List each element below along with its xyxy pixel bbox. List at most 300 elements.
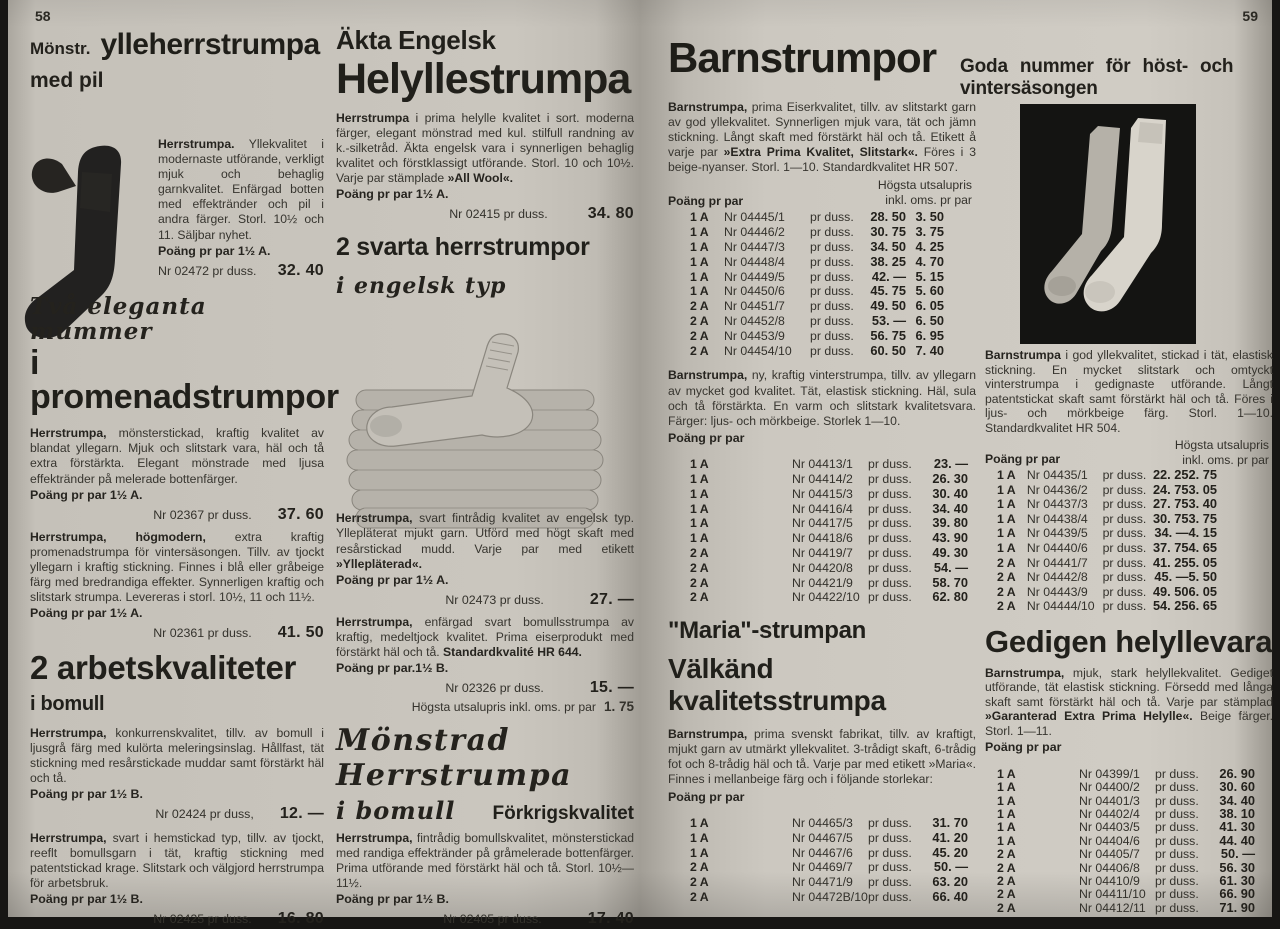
per-dozen-label: pr duss. (1155, 780, 1199, 795)
article-number: Nr 04442/8 (1026, 570, 1088, 585)
points-class: 2 A (997, 570, 1016, 585)
table-row (668, 210, 976, 225)
per-dozen-label: pr duss. (1155, 900, 1199, 915)
heading-helyllestrumpa: Helyllestrumpa (336, 54, 631, 103)
per-dozen-label: pr duss. (868, 590, 912, 605)
article-number: Nr 04449/5 (724, 269, 785, 284)
article-number: Nr 04438/4 (1026, 511, 1088, 526)
product-item (30, 831, 324, 928)
points-class: 1 A (997, 526, 1016, 541)
points-class: 2 A (690, 328, 709, 343)
points-class: 1 A (690, 516, 709, 531)
article-number: Nr 04404/6 (1079, 833, 1140, 848)
product-bold-phrase: »All Wool«. (447, 170, 514, 185)
points-class: 1 A (997, 807, 1016, 821)
article-number: Nr 04469/7 (792, 860, 853, 875)
table-row (985, 599, 1273, 614)
product-item (30, 426, 324, 523)
table-row (985, 901, 1273, 914)
per-dozen-label: pr duss. (1155, 873, 1199, 888)
per-dozen-label: pr duss. (1102, 526, 1147, 541)
price: 16. 80 (277, 910, 324, 928)
dozen-price: 66. 90 (1219, 886, 1255, 902)
product-item (30, 530, 324, 642)
dozen-price: 66. 40 (932, 888, 968, 904)
points-class: 2 A (997, 599, 1016, 614)
table-row (668, 344, 976, 359)
catalog-spread (8, 0, 1274, 928)
article-number: Nr 02405 pr duss. (443, 912, 542, 927)
table-row (668, 457, 976, 472)
dozen-price: 42. — (871, 268, 906, 284)
table-row (668, 284, 976, 299)
product-text-tail: Föres i 3 beige-nyanser. Storl. 1—10. Standardkvalitet HR 507. (668, 145, 976, 175)
article-number: Nr 04417/5 (792, 516, 853, 531)
table-row (985, 887, 1273, 900)
points-class: 2 A (997, 887, 1016, 902)
article-number: Nr 02326 pr duss. (445, 680, 544, 695)
price-table (985, 468, 1273, 614)
product-lead: Herrstrumpa, (30, 831, 107, 846)
page58-column-1 (30, 28, 339, 928)
retail-price: 6. 65 (1188, 598, 1217, 614)
table-row (668, 314, 976, 329)
price-table (668, 816, 976, 905)
dozen-price: 45. — (1154, 569, 1189, 585)
heading-main: ylleherrstrumpa (100, 28, 320, 61)
article-number: Nr 04439/5 (1026, 526, 1088, 541)
table-row (668, 487, 976, 502)
table-row (985, 570, 1273, 585)
article-number: Nr 04471/9 (792, 875, 853, 890)
dozen-price: 22. 25 (1152, 467, 1189, 482)
price: 34. 80 (587, 205, 634, 223)
per-dozen-label: pr duss. (810, 210, 854, 225)
heading-valkand: Välkänd kvalitetsstrumpa (668, 653, 886, 717)
points-class: 1 A (690, 501, 709, 516)
price-line (30, 910, 324, 928)
article-number: Nr 04406/8 (1079, 860, 1140, 875)
page-title-barnstrumpor: Barnstrumpor (668, 34, 937, 81)
product-lead: Barnstrumpa, (985, 665, 1065, 680)
per-dozen-label: pr duss. (1102, 570, 1147, 585)
dozen-price: 43. 90 (932, 530, 968, 546)
dozen-price: 45. 75 (870, 283, 906, 299)
heading-gedigen-helyllevara: Gedigen helyllevara (985, 623, 1273, 659)
points-class: 1 A (997, 833, 1016, 848)
points-line: Poäng pr par 1½ A. (30, 606, 143, 621)
article-number: Nr 04420/8 (792, 560, 853, 575)
points-class: 1 A (690, 240, 709, 255)
price: 41. 50 (277, 624, 324, 642)
per-dozen-label: pr duss. (868, 889, 912, 904)
product-item (668, 100, 976, 175)
retail-note-line (336, 699, 634, 714)
table-row (668, 576, 976, 591)
dozen-price: 61. 30 (1219, 872, 1255, 888)
retail-price: 5. 50 (1188, 569, 1217, 585)
points-header: Poäng pr par (985, 452, 1061, 466)
product-text: ny, kraftig vinterstrumpa, tillv. av yllegarn av mycket god kvalitet. Tät, elastisk stickning. Häl, sula och tå förstärkta. En varm och slitstark kvalitetsvara. Färger: ljus- och mörkbeige. Storlek 1—10. (668, 368, 976, 428)
per-dozen-label: pr duss. (810, 225, 854, 240)
table-row (668, 240, 976, 255)
per-dozen-label: pr duss. (868, 501, 912, 516)
product-lead: Herrstrumpa, (336, 830, 413, 845)
product-item (30, 726, 324, 823)
product-lead: Barnstrumpa, (668, 368, 748, 383)
per-dozen-label: pr duss. (868, 875, 912, 890)
product-text: svart i hemstickad typ, tillv. av tjockt, reeflt bomullsgarn i tät, kraftig stickning med patentstickad krage. Slitstark och välgjord herrstrumpa för arbetsbruk. (30, 831, 324, 891)
points-class: 1 A (997, 511, 1016, 526)
dozen-price: 30. 60 (1219, 779, 1255, 795)
dozen-price: 56. 75 (870, 327, 906, 343)
dozen-price: 23. — (933, 456, 968, 472)
retail-price: 4. 65 (1188, 539, 1217, 555)
per-dozen-label: pr duss. (1155, 833, 1199, 848)
points-line: Poäng pr par 1½ A. (336, 572, 449, 587)
dozen-price: 30. 75 (1152, 510, 1189, 526)
points-class: 2 A (997, 900, 1016, 915)
article-number: Nr 04421/9 (792, 575, 853, 590)
dozen-price: 71. 90 (1219, 899, 1255, 915)
heading-sub: med pil (30, 69, 104, 92)
points-class: 1 A (997, 780, 1016, 795)
article-number: Nr 04465/3 (792, 815, 853, 830)
per-dozen-label: pr duss. (1155, 860, 1199, 875)
product-text: prima svenskt fabrikat, tillv. av kraftigt, mjukt garn av utmärkt yllekvalitet. 3-trådigt skaft, 6-trådig fot och 8-trådig häl och tå. Varje par med etikett »Maria«. Finnes i mellanbeige färg och i följande storlekar: (668, 727, 976, 787)
photo-spacer (336, 299, 634, 511)
article-number: Nr 02425 pr duss. (153, 912, 252, 927)
table-row (668, 255, 976, 270)
heading-2-svarta: 2 svarta herrstrumpor (336, 233, 590, 262)
points-class: 1 A (690, 845, 709, 860)
price-line (30, 506, 324, 524)
per-dozen-label: pr duss. (868, 845, 912, 860)
table-row (668, 329, 976, 344)
price: 32. 40 (277, 261, 324, 279)
article-number: Nr 04446/2 (724, 225, 785, 240)
product-text: mjuk, stark helyllekvalitet. Gediget utförande, tät elastisk stickning. Försedd med långa skaft samt förstärkt häl och tå. Varje par stämplad (985, 665, 1273, 709)
heading-prefix: Mönstr. (30, 39, 91, 58)
article-number: Nr 04441/7 (1026, 555, 1088, 570)
per-dozen-label: pr duss. (810, 269, 854, 284)
points-class: 1 A (690, 531, 709, 546)
points-class: 2 A (997, 847, 1016, 862)
dozen-price: 30. 75 (870, 224, 906, 240)
points-header: Poäng pr par (668, 430, 745, 445)
product-text: konkurrenskvalitet, tillv. av bomull i ljusgrå färg med kulörta meleringsinslag. Hållfast, tät stickning med resårstickade muddar samt förstärkt häl och tå. (30, 725, 324, 786)
product-item (668, 727, 976, 803)
table-row (668, 516, 976, 531)
dozen-price: 26. 90 (1219, 765, 1255, 781)
per-dozen-label: pr duss. (868, 531, 912, 546)
price: 37. 60 (277, 505, 324, 523)
article-number: Nr 02424 pr duss, (155, 807, 254, 822)
per-dozen-label: pr duss. (868, 486, 912, 501)
dozen-price: 38. 10 (1219, 806, 1255, 821)
table-header-block (668, 178, 976, 208)
points-class: 2 A (997, 873, 1016, 888)
script-heading-monstrad: Mönstrad Herrstrumpa (336, 722, 573, 793)
points-class: 1 A (690, 284, 709, 299)
price: 12. — (279, 805, 324, 823)
product-item (336, 111, 634, 223)
per-dozen-label: pr duss. (1155, 807, 1199, 821)
article-number: Nr 04436/2 (1026, 482, 1088, 497)
table-row (668, 546, 976, 561)
dozen-price: 24. 75 (1152, 481, 1189, 497)
points-class: 1 A (997, 766, 1016, 781)
dozen-price: 50. — (1220, 846, 1255, 862)
product-text: fintrådig bomullskvalitet, mönsterstickad med randiga effektränder på gråmelerade bottenfärger. Prima utförande med förstärkt häl och tå. Storl. 10½—11½. (336, 830, 634, 891)
article-number: Nr 04452/8 (724, 314, 785, 329)
page59-header (668, 34, 1268, 100)
points-header: Poäng pr par (668, 194, 744, 209)
dozen-price: 38. 25 (870, 253, 906, 269)
article-number: Nr 04454/10 (724, 343, 792, 358)
retail-price: 2. 75 (1188, 467, 1217, 482)
table-row (668, 831, 976, 846)
points-line: Poäng pr par 1½ A. (336, 187, 449, 202)
product-text-tail: Beige färger. Storl. 1—11. (985, 709, 1274, 738)
price-line (30, 624, 324, 642)
product-bold-phrase: »Garanterad Extra Prima Helylle«. (985, 709, 1193, 724)
points-class: 2 A (690, 590, 709, 605)
dozen-price: 39. 80 (932, 515, 968, 531)
product-lead: Herrstrumpa, högmodern, (30, 529, 206, 544)
per-dozen-label: pr duss. (868, 575, 912, 590)
article-number: Nr 04451/7 (724, 299, 785, 314)
retail-header: Högsta utsalupris inkl. oms. pr par (1174, 438, 1269, 467)
retail-price: 3. 05 (1188, 481, 1217, 497)
table-row (668, 890, 976, 905)
heading-i-bomull: i bomull (30, 692, 105, 715)
product-bold-phrase: »Extra Prima Kvalitet, Slitstark«. (723, 145, 918, 160)
table-row (668, 299, 976, 314)
article-number: Nr 04419/7 (792, 545, 853, 560)
per-dozen-label: pr duss. (1102, 540, 1147, 555)
per-dozen-label: pr duss. (810, 254, 854, 269)
points-class: 2 A (690, 860, 709, 875)
table-row (985, 585, 1273, 600)
points-class: 1 A (690, 225, 709, 240)
dozen-price: 27. 75 (1152, 496, 1189, 512)
product-lead: Herrstrumpa, (336, 511, 413, 526)
article-number: Nr 04411/10 (1079, 887, 1146, 902)
points-class: 2 A (690, 314, 709, 329)
table-row (668, 531, 976, 546)
points-line: Poäng pr par.1½ B. (336, 660, 449, 675)
article-number: Nr 04450/6 (724, 284, 785, 299)
table-row (985, 556, 1273, 571)
points-class: 1 A (997, 793, 1016, 808)
product-lead: Barnstrumpa (985, 348, 1061, 362)
per-dozen-label: pr duss. (810, 240, 854, 255)
per-dozen-label: pr duss. (810, 299, 854, 314)
dozen-price: 26. 30 (932, 471, 968, 486)
per-dozen-label: pr duss. (1102, 511, 1147, 526)
points-class: 2 A (690, 343, 709, 358)
product-item (158, 137, 324, 280)
points-class: 1 A (690, 269, 709, 284)
product-lead: Herrstrumpa. (158, 137, 235, 151)
dozen-price: 50. — (933, 859, 968, 875)
dozen-price: 60. 50 (870, 342, 906, 358)
per-dozen-label: pr duss. (1102, 555, 1147, 570)
points-class: 1 A (997, 482, 1016, 497)
table-row (985, 483, 1273, 498)
points-class: 1 A (690, 830, 709, 845)
table-header-block (985, 438, 1273, 466)
article-number: Nr 02472 pr duss. (158, 263, 257, 278)
article-number: Nr 04416/4 (792, 501, 853, 516)
price-line (336, 591, 634, 609)
article-number: Nr 04444/10 (1026, 599, 1095, 614)
product-text: extra kraftig promenadstrumpa för vintersäsongen. Tillv. av tjockt yllegarn i kraftig stickning. Finnes i blå eller gråbeige färg med bredrandiga effekter. Synnerligen kraftig och slitstark strumpa. Levereras i storl. 10½, 11 och 11½. (30, 529, 324, 604)
script-heading-i-bomull: i bomull (336, 795, 456, 825)
per-dozen-label: pr duss. (1155, 820, 1199, 835)
retail-price: 5. 60 (915, 283, 944, 299)
retail-price: 5. 15 (915, 268, 944, 284)
per-dozen-label: pr duss. (1102, 599, 1147, 614)
table-row (668, 270, 976, 285)
dozen-price: 44. 40 (1219, 832, 1255, 848)
table-row (668, 846, 976, 861)
dozen-price: 53. — (871, 313, 906, 329)
product-lead: Herrstrumpa (336, 110, 410, 125)
retail-price: 6. 95 (915, 327, 944, 343)
points-class: 2 A (690, 545, 709, 560)
section-heading-ylleherrstrumpa (30, 28, 324, 62)
points-line: Poäng pr par 1½ B. (30, 892, 143, 907)
points-line: Poäng pr par 1½ B. (30, 787, 143, 802)
price: 17. 40 (587, 910, 634, 928)
dozen-price: 63. 20 (932, 874, 968, 890)
points-class: 2 A (690, 575, 709, 590)
price: 27. — (589, 590, 634, 608)
points-class: 1 A (690, 457, 709, 472)
table-row (668, 502, 976, 517)
points-class: 1 A (997, 820, 1016, 835)
product-bold-phrase: »Yllepläterad«. (336, 556, 423, 571)
product-item (336, 831, 634, 928)
product-lead: Herrstrumpa, (336, 614, 413, 629)
article-number: Nr 04400/2 (1079, 780, 1140, 795)
points-class: 1 A (997, 497, 1016, 512)
points-class: 2 A (997, 555, 1016, 570)
product-item (985, 348, 1273, 435)
article-number: Nr 04414/2 (792, 472, 853, 486)
dozen-price: 34. 40 (932, 500, 968, 516)
dozen-price: 56. 30 (1219, 859, 1255, 875)
table-row (985, 541, 1273, 556)
table-row (668, 875, 976, 890)
retail-price: 7. 40 (915, 342, 944, 358)
price-table (985, 767, 1273, 914)
table-row (985, 497, 1273, 512)
points-class: 2 A (690, 560, 709, 575)
table-row (985, 512, 1273, 527)
table-row (668, 816, 976, 831)
page-subtitle: Goda nummer för höst- och vintersäsongen (960, 56, 1234, 99)
points-class: 2 A (690, 889, 709, 904)
page59-column-2 (985, 348, 1273, 914)
article-number: Nr 04410/9 (1079, 873, 1140, 888)
article-number: Nr 04435/1 (1026, 468, 1088, 482)
table-row (985, 834, 1273, 847)
article-number: Nr 04399/1 (1079, 766, 1140, 781)
dozen-price: 30. 40 (932, 485, 968, 501)
per-dozen-label: pr duss. (1155, 766, 1199, 781)
dozen-price: 37. 75 (1152, 539, 1189, 555)
dozen-price: 41. 20 (932, 829, 968, 845)
per-dozen-label: pr duss. (868, 545, 912, 560)
points-class: 1 A (997, 540, 1016, 555)
table-row (985, 874, 1273, 887)
retail-price: 5. 05 (1188, 554, 1217, 570)
dozen-price: 54. 25 (1152, 598, 1189, 614)
product-text: prima Eiserkvalitet, tillv. av slitstarkt garn av god yllekvalitet. Synnerligen mjuk vara, tät och jämn stickning. Långt skaft med förstärkt häl och tå. Etikett å varje par (668, 100, 977, 160)
per-dozen-label: pr duss. (868, 516, 912, 531)
per-dozen-label: pr duss. (1102, 497, 1147, 512)
article-number: Nr 04447/3 (724, 240, 785, 255)
script-heading-engelsk-typ: i engelsk typ (336, 273, 507, 300)
retail-price: 4. 15 (1188, 525, 1217, 541)
per-dozen-label: pr duss. (810, 284, 854, 299)
article-number: Nr 04448/4 (724, 254, 785, 269)
retail-price: 6. 05 (1188, 583, 1217, 599)
dozen-price: 45. 20 (932, 844, 968, 860)
retail-price: 4. 70 (915, 253, 944, 269)
per-dozen-label: pr duss. (1155, 793, 1199, 808)
heading-arbetskvaliteter: 2 arbetskvaliteter (30, 649, 297, 687)
per-dozen-label: pr duss. (868, 815, 912, 830)
child-socks-photo (1020, 104, 1196, 344)
points-class: 2 A (997, 584, 1016, 599)
table-row (668, 561, 976, 576)
product-text: mönsterstickad, kraftig kvalitet av blandat yllegarn. Mjuk och slitstark vara, häl och tå extra förstärkta. Elegant mönstrade med ljusa effektränder på melerade bottenfärger. (30, 426, 324, 486)
table-row (985, 861, 1273, 874)
dozen-price: 49. 50 (1152, 583, 1189, 599)
page59-column-1 (668, 100, 976, 905)
dozen-price: 34. — (1154, 525, 1189, 541)
per-dozen-label: pr duss. (810, 314, 854, 329)
subheading-line (336, 796, 634, 825)
product-text: svart fintrådig kvalitet av engelsk typ. Yllepläterat mjukt garn. Utförd med högt skaft med resårstickad mudd. Varje par med etikett (336, 511, 635, 556)
table-row (985, 767, 1273, 780)
heading-maria-strumpan: "Maria"-strumpan (668, 617, 866, 645)
product-lead: Barnstrumpa, (668, 100, 748, 114)
points-class: 2 A (690, 875, 709, 890)
dozen-price: 34. 40 (1219, 792, 1255, 808)
per-dozen-label: pr duss. (868, 830, 912, 845)
product-item (668, 368, 976, 444)
table-row (985, 780, 1273, 793)
article-number: Nr 04422/10 (792, 590, 860, 605)
table-row (985, 820, 1273, 833)
points-class: 1 A (690, 486, 709, 501)
points-class: 1 A (690, 210, 709, 225)
points-line: Poäng pr par 1½ A. (158, 243, 271, 258)
table-row (985, 807, 1273, 820)
product-lead: Herrstrumpa, (30, 725, 107, 740)
price-line (158, 262, 324, 280)
page-number-left: 58 (35, 8, 51, 24)
article-number: Nr 02415 pr duss. (449, 207, 548, 222)
script-heading-tva-eleganta: Två eleganta mummer (30, 292, 207, 345)
retail-price: 6. 05 (915, 298, 944, 314)
price-table (668, 457, 976, 605)
